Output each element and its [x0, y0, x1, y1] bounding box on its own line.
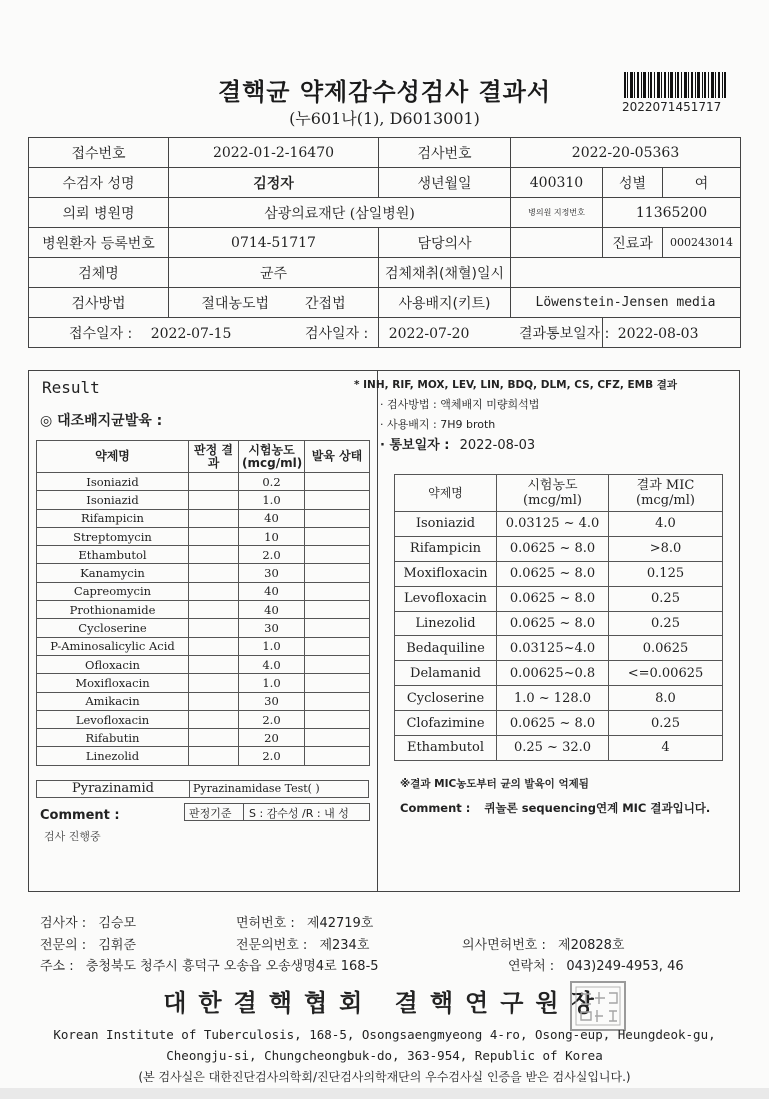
- drug-name-cell: Rifampicin: [37, 509, 189, 527]
- growth-cell: [305, 692, 370, 710]
- table-row: [37, 710, 370, 728]
- judgement-cell: [189, 729, 239, 747]
- mic-result-cell: 0.25: [609, 711, 723, 736]
- license-number: 제42719호: [306, 916, 374, 931]
- growth-cell: [305, 509, 370, 527]
- mic-range-cell: 0.0625 ~ 8.0: [497, 586, 609, 611]
- concentration-cell: 2.0: [239, 747, 305, 765]
- table-row: [395, 561, 723, 586]
- mic-drug-cell: Clofazimine: [395, 711, 497, 736]
- designated-no-value: 11365200: [603, 198, 741, 228]
- mic-drug-cell: Cycloserine: [395, 686, 497, 711]
- judgement-cell: [189, 692, 239, 710]
- dept-label: 진료과: [603, 228, 663, 258]
- mic-range-cell: 0.0625 ~ 8.0: [497, 561, 609, 586]
- judgement-cell: [189, 546, 239, 564]
- table-row: [395, 736, 723, 761]
- mic-range-cell: 0.03125~4.0: [497, 636, 609, 661]
- mic-note: ※결과 MIC농도부터 균의 발육이 억제됨: [400, 778, 589, 790]
- concentration-cell: 2.0: [239, 546, 305, 564]
- table-row: [37, 637, 370, 655]
- mic-result-cell: 0.25: [609, 611, 723, 636]
- barcode-image: [624, 72, 726, 98]
- table-row: [37, 582, 370, 600]
- specimen-label: 검체명: [29, 258, 169, 288]
- mic-drug-cell: Isoniazid: [395, 512, 497, 537]
- table-row: [395, 536, 723, 561]
- mic-drug-cell: Levofloxacin: [395, 586, 497, 611]
- table-row: [37, 619, 370, 637]
- judgement-cell: [189, 527, 239, 545]
- notify-date-label: 결과통보일자 :: [519, 325, 610, 342]
- english-address-line-2: Cheongju-si, Chungcheongbuk-do, 363-954, Republic of Korea: [166, 1048, 603, 1063]
- specialist-no-label: 전문의번호 :: [236, 938, 308, 953]
- table-row: [37, 509, 370, 527]
- test-no-value: 2022-20-05363: [511, 138, 741, 168]
- mic-result-cell: 4.0: [609, 512, 723, 537]
- table-row: [395, 686, 723, 711]
- growth-cell: [305, 473, 370, 491]
- drug-name-cell: Rifabutin: [37, 729, 189, 747]
- reg-no-value: 0714-51717: [169, 228, 379, 258]
- mic-range-cell: 0.00625~0.8: [497, 661, 609, 686]
- judgement-cell: [189, 619, 239, 637]
- mic-result-cell: 4: [609, 736, 723, 761]
- mic-method: · 검사방법 : 액체배지 미량희석법: [380, 398, 540, 411]
- growth-cell: [305, 747, 370, 765]
- table-row: [395, 661, 723, 686]
- left-comment-label: Comment :: [40, 808, 120, 823]
- contact-label: 연락처 :: [508, 959, 555, 974]
- mic-col-range: 시험농도 (mcg/ml): [497, 475, 609, 512]
- sex-value: 여: [663, 168, 741, 198]
- growth-cell: [305, 619, 370, 637]
- pyrazinamidase-test: Pyrazinamidase Test( ): [193, 782, 320, 795]
- table-row: [395, 586, 723, 611]
- address-label: 주소 :: [40, 959, 74, 974]
- barcode-number: 2022071451717: [622, 100, 722, 114]
- specialist-label: 전문의 :: [40, 938, 87, 953]
- judgement-cell: [189, 564, 239, 582]
- mic-result-cell: 0.125: [609, 561, 723, 586]
- drug-name-cell: Isoniazid: [37, 491, 189, 509]
- mic-comment-text: 퀴놀론 sequencing연계 MIC 결과입니다.: [484, 801, 711, 815]
- hospital-label: 의뢰 병원명: [29, 198, 169, 228]
- specialist-number: 제234호: [319, 938, 370, 953]
- legend-text: S : 감수성 /R : 내 성: [249, 807, 349, 820]
- receipt-no-value: 2022-01-2-16470: [169, 138, 379, 168]
- absolute-concentration-table: [36, 440, 370, 766]
- mic-drug-cell: Delamanid: [395, 661, 497, 686]
- specimen-value: 균주: [169, 258, 379, 288]
- judgement-legend: [184, 803, 370, 821]
- drug-name-cell: Isoniazid: [37, 473, 189, 491]
- concentration-cell: 1.0: [239, 637, 305, 655]
- judgement-cell: [189, 637, 239, 655]
- mic-col-drug: 약제명: [395, 475, 497, 512]
- mic-range-cell: 1.0 ~ 128.0: [497, 686, 609, 711]
- media-value: Löwenstein-Jensen media: [511, 288, 741, 318]
- concentration-cell: 40: [239, 601, 305, 619]
- judgement-cell: [189, 655, 239, 673]
- table-row: [37, 546, 370, 564]
- col-drug: 약제명: [37, 441, 189, 473]
- result-divider: [377, 370, 378, 892]
- table-row: [395, 611, 723, 636]
- concentration-cell: 4.0: [239, 655, 305, 673]
- patient-name-label: 수검자 성명: [29, 168, 169, 198]
- table-row: [395, 711, 723, 736]
- mic-notify-date: 2022-08-03: [459, 438, 536, 453]
- dept-value: 000243014: [663, 228, 741, 258]
- mic-table: [394, 474, 723, 761]
- specialist-name: 김휘준: [98, 938, 137, 953]
- table-row: [37, 729, 370, 747]
- concentration-cell: 40: [239, 509, 305, 527]
- tester-label: 검사자 :: [40, 916, 87, 931]
- hospital-value: 삼광의료재단 (삼일병원): [169, 198, 511, 228]
- mic-comment-label: Comment :: [400, 801, 471, 815]
- judgement-cell: [189, 582, 239, 600]
- table-row: [37, 674, 370, 692]
- tester-line: [40, 912, 136, 931]
- growth-cell: [305, 601, 370, 619]
- patient-info-table: [28, 137, 741, 348]
- collect-date-label: 검체채취(채혈)일시: [379, 258, 511, 288]
- judgement-cell: [189, 747, 239, 765]
- col-growth: 발육 상태: [305, 441, 370, 473]
- certification-note: (본 검사실은 대한진단검사의학회/진단검사의학재단의 우수검사실 인증을 받은 검사실입니다.): [138, 1070, 631, 1084]
- mic-range-cell: 0.0625 ~ 8.0: [497, 536, 609, 561]
- mic-drug-cell: Bedaquiline: [395, 636, 497, 661]
- media-label: 사용배지(키트): [379, 288, 511, 318]
- table-row: [37, 655, 370, 673]
- mic-result-cell: 8.0: [609, 686, 723, 711]
- result-heading: Result: [42, 378, 100, 397]
- mic-drug-cell: Rifampicin: [395, 536, 497, 561]
- concentration-cell: 30: [239, 619, 305, 637]
- judgement-cell: [189, 473, 239, 491]
- mic-drug-cell: Moxifloxacin: [395, 561, 497, 586]
- concentration-cell: 0.2: [239, 473, 305, 491]
- sex-label: 성별: [603, 168, 663, 198]
- concentration-cell: 20: [239, 729, 305, 747]
- official-seal-stamp: [569, 980, 627, 1032]
- test-no-label: 검사번호: [379, 138, 511, 168]
- institute-name: 대한결핵협회 결핵연구원장: [163, 989, 606, 1017]
- growth-cell: [305, 491, 370, 509]
- table-row: [37, 564, 370, 582]
- test-date-label: 검사일자 :: [305, 325, 369, 342]
- doctor-license-number: 제20828호: [558, 938, 625, 953]
- tester-name: 김승모: [98, 916, 137, 931]
- table-row: [395, 512, 723, 537]
- mic-drug-list: * INH, RIF, MOX, LEV, LIN, BDQ, DLM, CS, CFZ, EMB 결과: [354, 379, 678, 391]
- mic-range-cell: 0.03125 ~ 4.0: [497, 512, 609, 537]
- concentration-cell: 40: [239, 582, 305, 600]
- left-comment-text: 검사 진행중: [44, 830, 101, 843]
- address-value: 충청북도 청주시 흥덕구 오송읍 오송생명4로 168-5: [85, 959, 379, 974]
- drug-name-cell: Cycloserine: [37, 619, 189, 637]
- concentration-cell: 30: [239, 692, 305, 710]
- growth-cell: [305, 637, 370, 655]
- license-label: 면허번호 :: [236, 916, 295, 931]
- table-row: [37, 692, 370, 710]
- drug-name-cell: Levofloxacin: [37, 710, 189, 728]
- drug-name-cell: Streptomycin: [37, 527, 189, 545]
- dob-value: 400310: [511, 168, 603, 198]
- growth-cell: [305, 582, 370, 600]
- designated-no-label: 병의원 지정번호: [528, 208, 585, 217]
- patient-name-value: 김정자: [169, 168, 379, 198]
- document-subtitle: (누601나(1), D6013001): [289, 109, 480, 128]
- drug-name-cell: Moxifloxacin: [37, 674, 189, 692]
- drug-name-cell: Linezolid: [37, 747, 189, 765]
- table-row: [37, 601, 370, 619]
- collect-date-value: [511, 258, 741, 288]
- drug-name-cell: Prothionamide: [37, 601, 189, 619]
- growth-cell: [305, 564, 370, 582]
- mic-result-cell: <=0.00625: [609, 661, 723, 686]
- mic-col-result: 결과 MIC (mcg/ml): [609, 475, 723, 512]
- concentration-cell: 2.0: [239, 710, 305, 728]
- drug-name-cell: Capreomycin: [37, 582, 189, 600]
- mic-range-cell: 0.0625 ~ 8.0: [497, 611, 609, 636]
- judgement-cell: [189, 491, 239, 509]
- mic-result-cell: 0.25: [609, 586, 723, 611]
- mic-media: · 사용배지 : 7H9 broth: [380, 418, 496, 431]
- contact-value: 043)249-4953, 46: [566, 959, 684, 974]
- growth-cell: [305, 527, 370, 545]
- method-label: 검사방법: [29, 288, 169, 318]
- receipt-date-label: 접수일자 :: [69, 325, 133, 342]
- growth-cell: [305, 655, 370, 673]
- mic-notify-label: · 통보일자 :: [380, 438, 450, 453]
- mic-result-cell: 0.0625: [609, 636, 723, 661]
- growth-cell: [305, 546, 370, 564]
- judgement-cell: [189, 710, 239, 728]
- drug-name-cell: Kanamycin: [37, 564, 189, 582]
- concentration-cell: 1.0: [239, 674, 305, 692]
- doctor-value: [511, 228, 603, 258]
- receipt-date-value: 2022-07-15: [150, 325, 232, 342]
- col-judgement: 판정 결과: [189, 441, 239, 473]
- table-row: [37, 527, 370, 545]
- judgement-cell: [189, 509, 239, 527]
- method-indirect: 간접법: [305, 295, 346, 312]
- concentration-cell: 1.0: [239, 491, 305, 509]
- mic-range-cell: 0.25 ~ 32.0: [497, 736, 609, 761]
- drug-name-cell: Ethambutol: [37, 546, 189, 564]
- drug-name-cell: P-Aminosalicylic Acid: [37, 637, 189, 655]
- mic-range-cell: 0.0625 ~ 8.0: [497, 711, 609, 736]
- legend-label: 판정기준: [189, 807, 232, 820]
- mic-drug-cell: Linezolid: [395, 611, 497, 636]
- judgement-cell: [189, 601, 239, 619]
- document-title: 결핵균 약제감수성검사 결과서: [217, 78, 552, 106]
- judgement-cell: [189, 674, 239, 692]
- concentration-cell: 10: [239, 527, 305, 545]
- test-date-value: 2022-07-20: [388, 325, 470, 342]
- growth-cell: [305, 710, 370, 728]
- doctor-label: 담당의사: [379, 228, 511, 258]
- drug-name-cell: Amikacin: [37, 692, 189, 710]
- doctor-license-label: 의사면허번호 :: [462, 938, 546, 953]
- method-absolute: 절대농도법: [201, 295, 270, 312]
- dob-label: 생년월일: [379, 168, 511, 198]
- table-row: [395, 636, 723, 661]
- pyrazinamid-row: [36, 780, 369, 798]
- table-row: [37, 473, 370, 491]
- table-row: [37, 747, 370, 765]
- col-concentration: 시험농도 (mcg/ml): [239, 441, 305, 473]
- english-address-line-1: Korean Institute of Tuberculosis, 168-5, Osongsaengmyeong 4-ro, Osong-eup, Heungdeok-gu,: [53, 1027, 716, 1042]
- control-growth-label: ◎ 대조배지균발육 :: [40, 413, 163, 429]
- pyrazinamid-label: Pyrazinamid: [72, 781, 154, 796]
- notify-date-value: 2022-08-03: [617, 325, 699, 342]
- drug-name-cell: Ofloxacin: [37, 655, 189, 673]
- receipt-no-label: 접수번호: [29, 138, 169, 168]
- concentration-cell: 30: [239, 564, 305, 582]
- mic-result-cell: >8.0: [609, 536, 723, 561]
- table-row: [37, 491, 370, 509]
- growth-cell: [305, 729, 370, 747]
- reg-no-label: 병원환자 등록번호: [29, 228, 169, 258]
- mic-drug-cell: Ethambutol: [395, 736, 497, 761]
- growth-cell: [305, 674, 370, 692]
